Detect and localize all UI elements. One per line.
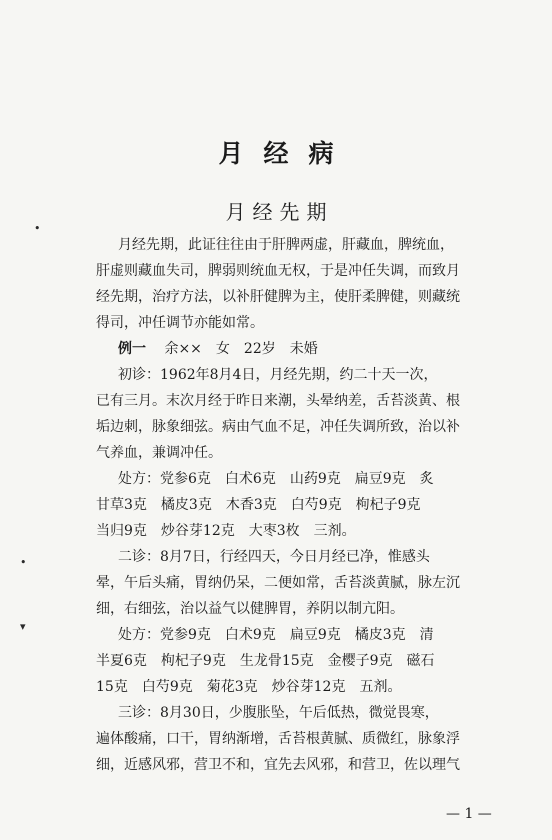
text-line: 细，近感风邪，营卫不和，宜先去风邪，和营卫，佐以理气 (96, 757, 460, 773)
text-line: 气养血，兼调冲任。 (96, 445, 222, 461)
text-line: 遍体酸痛，口干，胃纳渐增，舌苔根黄腻、质微红，脉象浮 (96, 731, 460, 747)
text-line: 肝虚则藏血失司，脾弱则统血无权，于是冲任失调，而致月 (96, 263, 460, 279)
text-line: 已有三月。末次月经于昨日来潮，头晕纳差，舌苔淡黄、根 (96, 393, 460, 409)
text-line: 得司，冲任调节亦能如常。 (96, 315, 264, 331)
case-label: 例一 (118, 341, 146, 357)
text-line: 二诊：8月7日，行经四天，今日月经已净，惟感头 (118, 549, 430, 565)
margin-dot-mark: • (20, 556, 27, 569)
text-line: 细，右细弦，治以益气以健脾胃，养阴以制亢阳。 (96, 601, 404, 617)
text-line: 晕，午后头痛，胃纳仍呆，二便如常，舌苔淡黄腻，脉左沉 (96, 575, 460, 591)
text-line: 初诊：1962年8月4日，月经先期，约二十天一次， (118, 367, 438, 383)
text-line: 月经先期，此证往往由于肝脾两虚，肝藏血，脾统血， (118, 237, 454, 253)
prescription-line: 当归9克 炒谷芽12克 大枣3枚 三剂。 (96, 523, 356, 539)
margin-dot-mark: • (34, 222, 41, 235)
margin-tick-mark: ▾ (20, 620, 26, 633)
section-title: 月经先期 (225, 200, 334, 224)
prescription-line: 处方：党参9克 白术9克 扁豆9克 橘皮3克 清 (118, 627, 434, 643)
case-header (118, 336, 516, 362)
text-line: 三诊：8月30日，少腹胀坠，午后低热，微觉畏寒， (118, 705, 439, 721)
prescription-line: 处方：党参6克 白术6克 山药9克 扁豆9克 炙 (118, 471, 434, 487)
chapter-title: 月经病 (218, 139, 354, 168)
prescription-line: 半夏6克 枸杞子9克 生龙骨15克 金樱子9克 磁石 (96, 653, 435, 669)
prescription-line: 15克 白芍9克 菊花3克 炒谷芽12克 五剂。 (96, 679, 402, 695)
patient-info: 余×× 女 22岁 未婚 (164, 341, 318, 357)
prescription-line: 甘草3克 橘皮3克 木香3克 白芍9克 枸杞子9克 (96, 497, 421, 513)
page-number: — 1 — (446, 806, 492, 822)
text-line: 垢边刺，脉象细弦。病由气血不足，冲任失调所致，治以补 (96, 419, 460, 435)
text-line: 经先期，治疗方法，以补肝健脾为主，使肝柔脾健，则藏统 (96, 289, 460, 305)
